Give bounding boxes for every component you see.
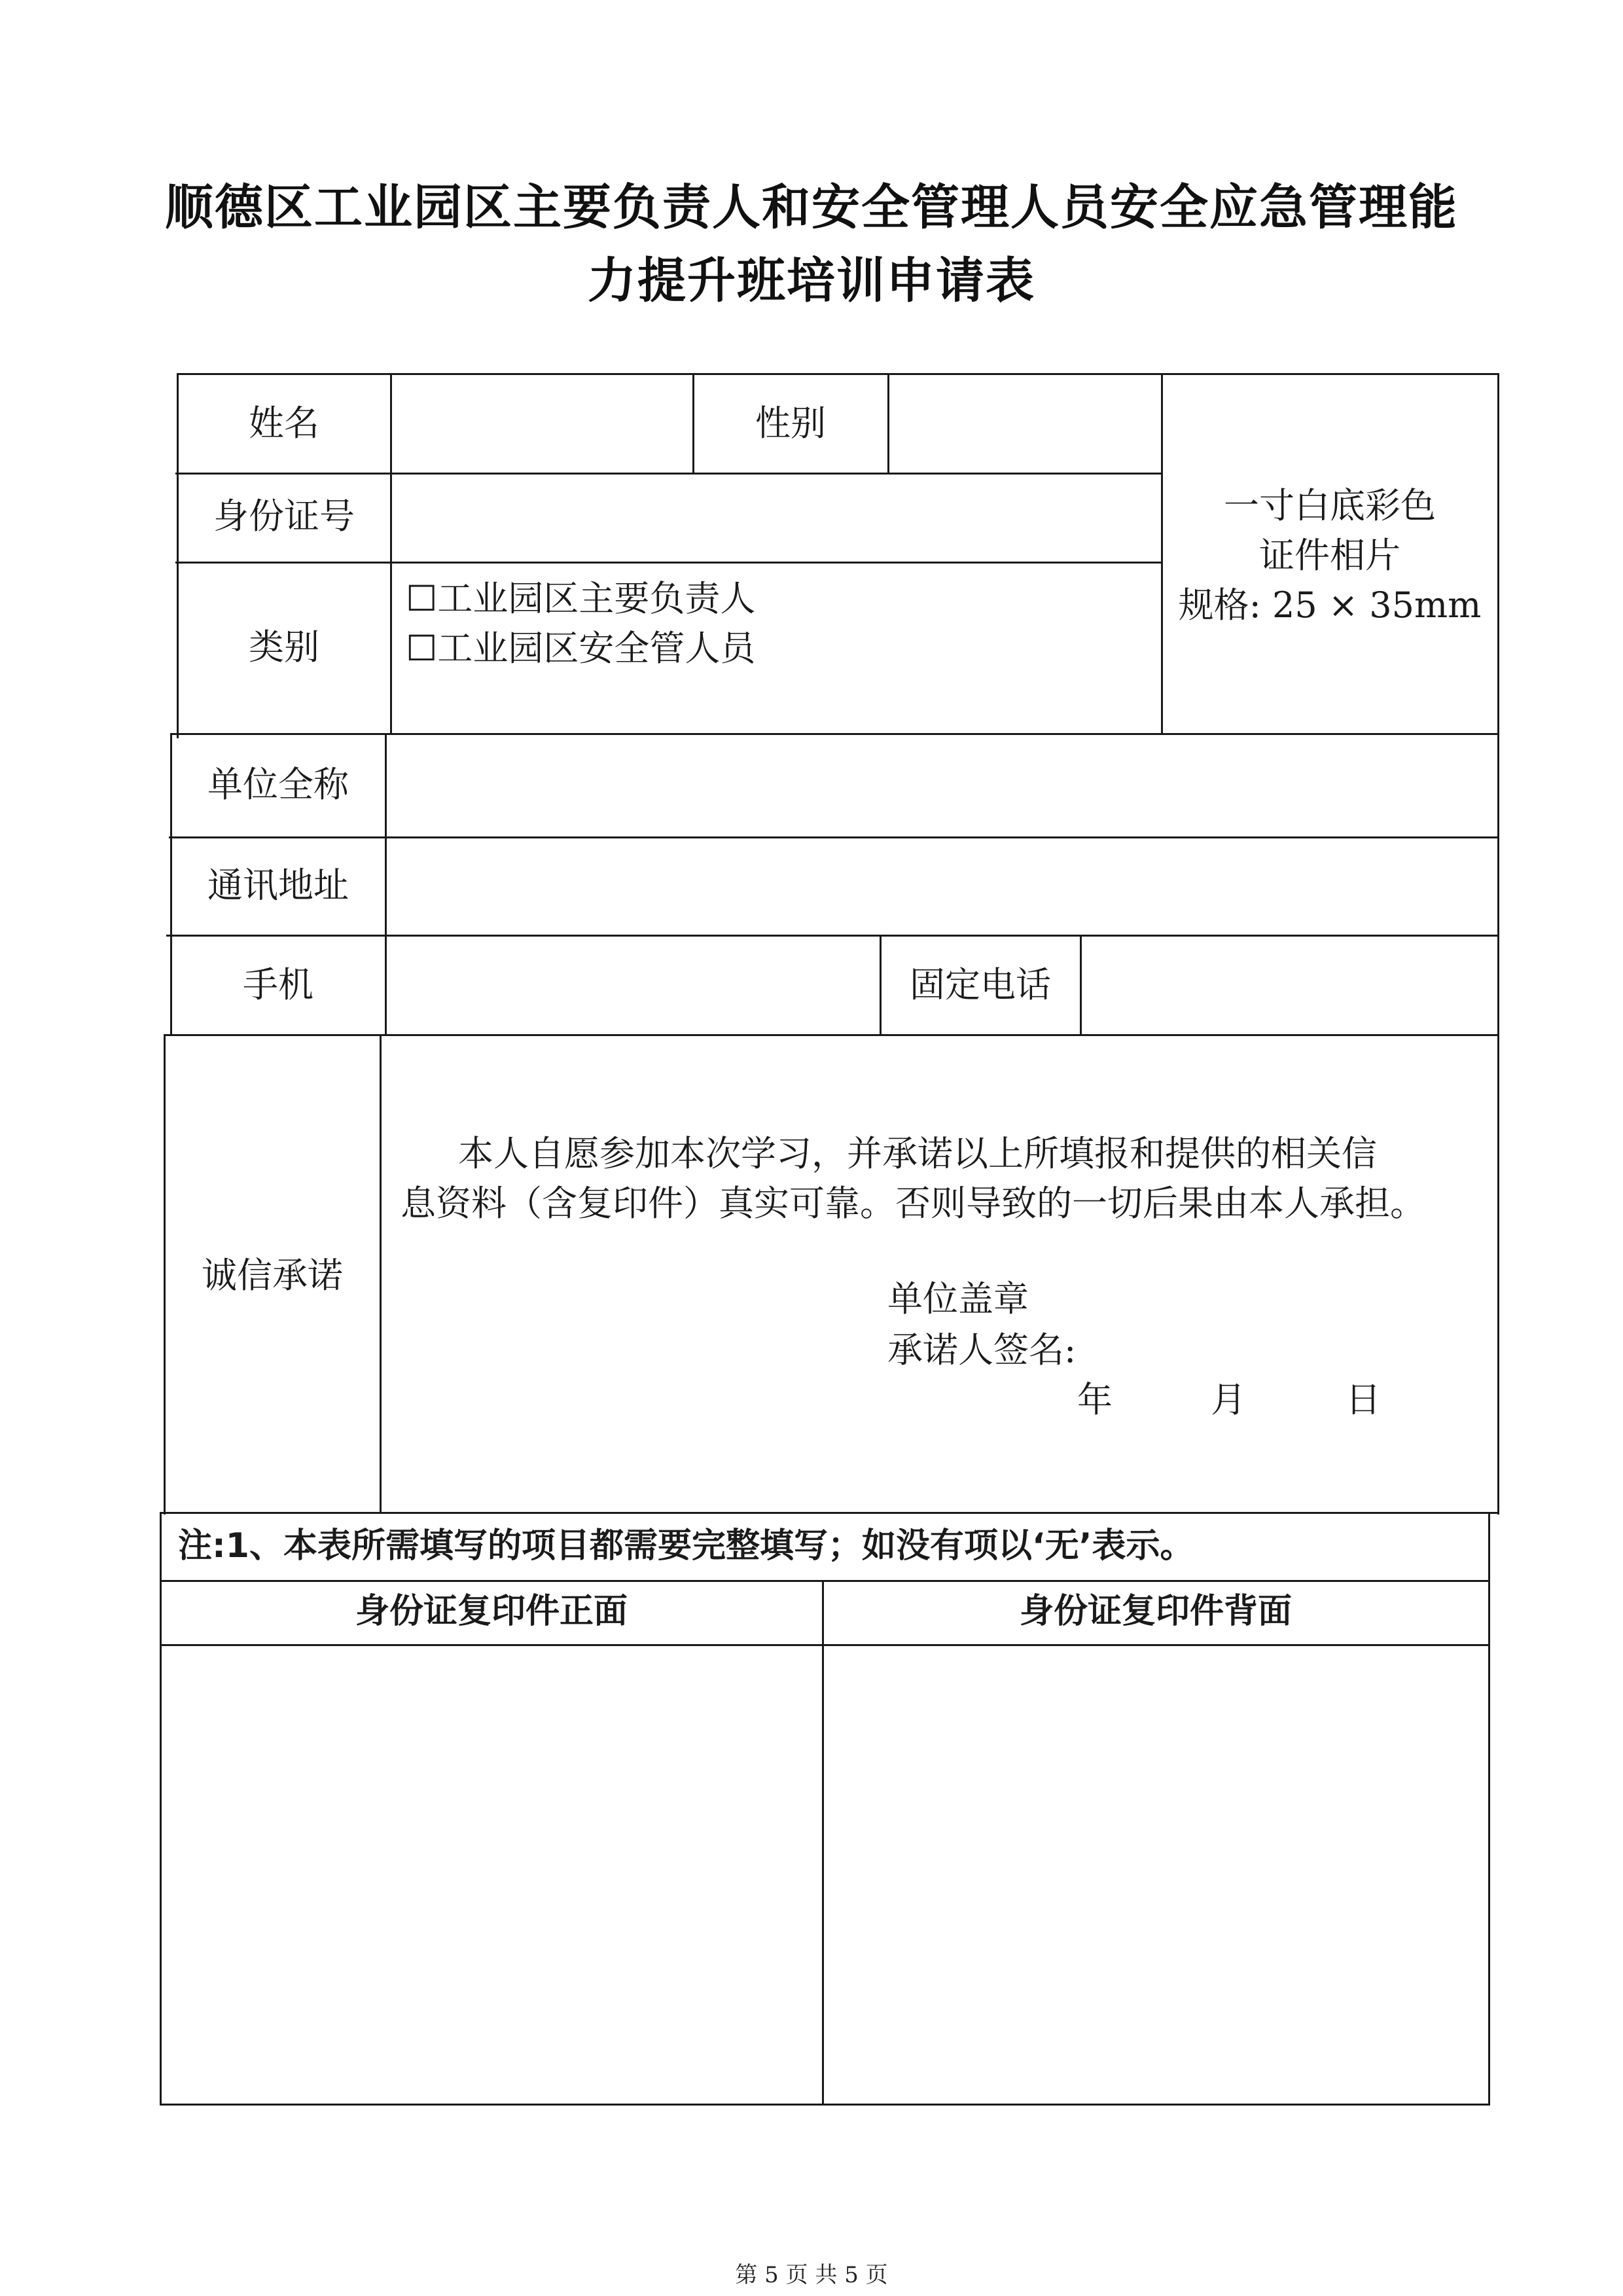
pledge-text-line-2: 息资料（含复印件）真实可靠。否则导致的一切后果由本人承担。	[401, 1183, 1425, 1224]
id-number-label: 身份证号	[213, 495, 355, 537]
table-rule	[175, 562, 1162, 564]
mobile-field[interactable]	[387, 937, 878, 1033]
table-rule	[160, 1580, 1489, 1582]
signature-field[interactable]	[1113, 1322, 1479, 1374]
category-option-principal[interactable]: ☐工业园区主要负责人	[406, 578, 756, 619]
date-year-label: 年	[1077, 1379, 1113, 1420]
table-rule	[1497, 373, 1499, 1515]
name-label: 姓名	[249, 403, 319, 444]
table-rule	[175, 473, 1162, 475]
company-seal-label: 单位盖章	[887, 1278, 1029, 1319]
table-rule	[1080, 935, 1082, 1036]
table-rule	[380, 1034, 382, 1514]
id-front-copy-area[interactable]	[162, 1647, 821, 2102]
table-rule	[385, 733, 387, 1036]
table-rule	[160, 2104, 1489, 2106]
id-front-copy-label: 身份证复印件正面	[355, 1592, 628, 1631]
table-rule	[178, 373, 1499, 375]
form-title-line-2: 力提升班培训申请表	[588, 253, 1035, 309]
gender-label: 性别	[755, 403, 826, 444]
photo-size-spec: 规格: 25 × 35mm	[1178, 584, 1482, 626]
gender-field[interactable]	[890, 376, 1160, 471]
mobile-label: 手机	[243, 964, 313, 1005]
name-field[interactable]	[393, 376, 691, 471]
table-rule	[169, 836, 1499, 838]
category-label: 类别	[249, 626, 319, 668]
landline-label: 固定电话	[910, 964, 1051, 1005]
signature-label: 承诺人签名:	[887, 1329, 1077, 1371]
table-rule	[887, 373, 889, 474]
photo-instruction-line-1: 一寸白底彩色	[1224, 485, 1436, 526]
date-month-label: 月	[1211, 1379, 1246, 1420]
page-number: 第 5 页 共 5 页	[735, 2262, 888, 2288]
table-rule	[166, 935, 1499, 937]
photo-instruction-line-2: 证件相片	[1259, 535, 1400, 576]
table-rule	[1488, 1512, 1490, 2106]
category-option-safety-staff[interactable]: ☐工业园区安全管人员	[406, 628, 756, 669]
id-back-copy-label: 身份证复印件背面	[1019, 1592, 1292, 1631]
id-back-copy-area[interactable]	[825, 1647, 1487, 2102]
id-number-field[interactable]	[393, 475, 1160, 560]
table-rule	[822, 1580, 824, 2106]
table-rule	[164, 1034, 1499, 1036]
address-label: 通讯地址	[207, 865, 349, 906]
table-rule	[171, 733, 1499, 735]
integrity-pledge-label: 诚信承诺	[202, 1255, 343, 1296]
pledge-text-line-1: 本人自愿参加本次学习，并承诺以上所填报和提供的相关信	[458, 1133, 1377, 1174]
date-day-label: 日	[1346, 1379, 1381, 1420]
form-note: 注:1、本表所需填写的项目都需要完整填写；如没有项以‘无’表示。	[178, 1526, 1194, 1566]
form-title-line-1: 顺德区工业园区主要负责人和安全管理人员安全应急管理能	[165, 179, 1458, 236]
table-rule	[160, 1512, 1499, 1514]
company-name-label: 单位全称	[207, 764, 349, 805]
landline-field[interactable]	[1082, 937, 1496, 1033]
table-rule	[390, 373, 392, 734]
address-field[interactable]	[387, 839, 1496, 933]
table-rule	[160, 1644, 1489, 1646]
company-name-field[interactable]	[387, 736, 1496, 835]
